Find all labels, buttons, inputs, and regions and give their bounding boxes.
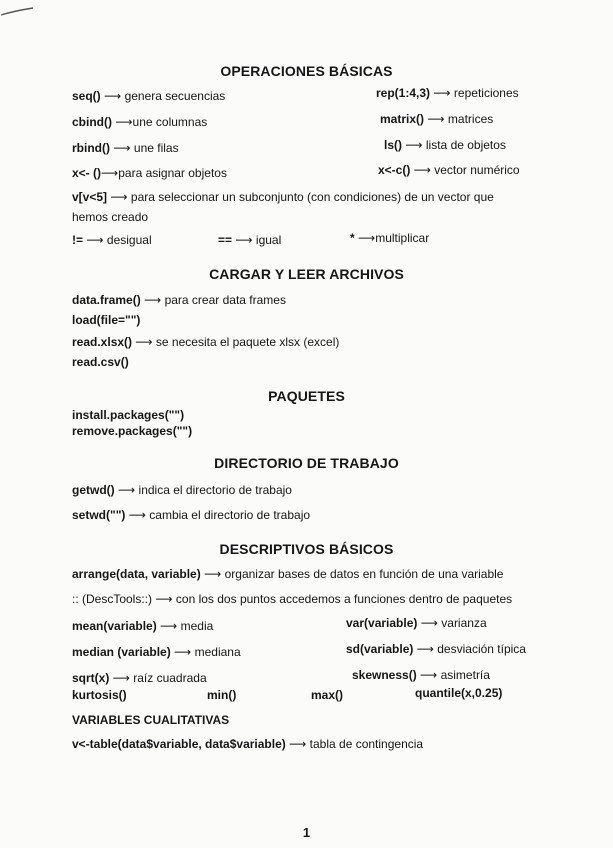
item-table: v<-table(data$variable, data$variable) ⟶ tabla de contingencia [72, 737, 424, 751]
item-sqrt: sqrt(x) ⟶ raíz cuadrada [72, 671, 207, 685]
item-median: median (variable) ⟶ mediana [72, 645, 241, 659]
item-max: max() [311, 688, 344, 702]
item-load: load(file="") [72, 313, 141, 327]
heading-load-read: CARGAR Y LEER ARCHIVOS [209, 266, 404, 282]
item-vector: x<-c() ⟶ vector numérico [378, 163, 520, 177]
heading-descriptives: DESCRIPTIVOS BÁSICOS [219, 541, 394, 557]
item-dataframe: data.frame() ⟶ para crear data frames [72, 293, 286, 307]
item-assign: x<- ()⟶para asignar objetos [72, 166, 227, 180]
heading-packages: PAQUETES [268, 388, 345, 404]
item-subset: v[v<5] ⟶ para seleccionar un subconjunto (con condiciones) de un vector que [72, 190, 494, 204]
item-remove: remove.packages("") [72, 424, 193, 438]
scan-mark-icon [0, 6, 34, 18]
page-number: 1 [302, 825, 311, 840]
item-eq: == ⟶ igual [218, 233, 282, 247]
item-csv: read.csv() [72, 355, 129, 369]
item-xlsx: read.xlsx() ⟶ se necesita el paquete xlsx (excel) [72, 335, 340, 349]
item-mult: * ⟶multiplicar [350, 231, 430, 245]
item-mean: mean(variable) ⟶ media [72, 619, 214, 633]
item-subset-cont: hemos creado [72, 210, 149, 224]
item-min: min() [207, 688, 237, 702]
item-rep: rep(1:4,3) ⟶ repeticiones [376, 86, 519, 100]
item-matrix: matrix() ⟶ matrices [380, 112, 494, 126]
item-install: install.packages("") [72, 408, 185, 422]
item-neq: != ⟶ desigual [72, 233, 152, 247]
item-quantile: quantile(x,0.25) [415, 686, 503, 700]
item-seq: seq() ⟶ genera secuencias [72, 89, 226, 103]
heading-qualitative: VARIABLES CUALITATIVAS [72, 713, 230, 727]
item-setwd: setwd("") ⟶ cambia el directorio de trabajo [72, 508, 311, 522]
heading-basic-ops: OPERACIONES BÁSICAS [220, 63, 393, 79]
item-ls: ls() ⟶ lista de objetos [384, 138, 506, 152]
item-cbind: cbind() ⟶une columnas [72, 115, 208, 129]
heading-workdir: DIRECTORIO DE TRABAJO [214, 455, 399, 471]
item-rbind: rbind() ⟶ une filas [72, 141, 179, 155]
item-var: var(variable) ⟶ varianza [346, 616, 487, 630]
item-skewness: skewness() ⟶ asimetría [352, 668, 490, 682]
item-arrange: arrange(data, variable) ⟶ organizar bases de datos en función de una variable [72, 567, 504, 581]
item-getwd: getwd() ⟶ indica el directorio de trabajo [72, 483, 292, 497]
item-desctools: :: (DescTools::) ⟶ con los dos puntos accedemos a funciones dentro de paquetes [72, 592, 513, 606]
item-sd: sd(variable) ⟶ desviación típica [346, 642, 526, 656]
item-kurtosis: kurtosis() [72, 688, 127, 702]
